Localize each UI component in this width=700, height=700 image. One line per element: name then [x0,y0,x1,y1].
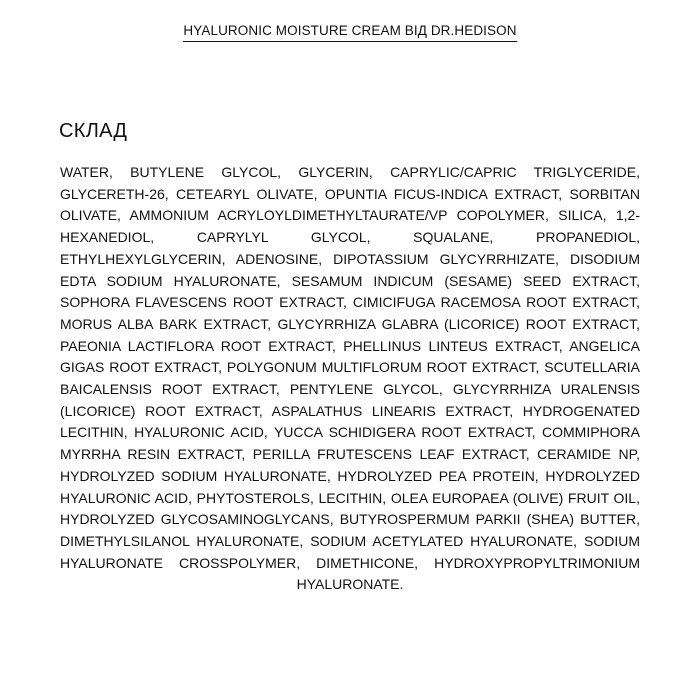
ingredients-list-text: WATER, BUTYLENE GLYCOL, GLYCERIN, CAPRYLIC/CAPRIC TRIGLYCERIDE, GLYCERETH-26, CETEARYL OLIVATE, OPUNTIA FICUS-INDICA EXTRACT, SORBITAN OLIVATE, AMMONIUM ACRYLOYLDIMETHYLTAURATE/VP COPOLYMER, SILICA, 1,2-HEXANEDIOL, CAPRYLYL GLYCOL, SQUALANE, PROPANEDIOL, ETHYLHEXYLGLYCERIN, ADENOSINE, DIPOTASSIUM GLYCYRRHIZATE, DISODIUM EDTA SODIUM HYALURONATE, SESAMUM INDICUM (SESAME) SEED EXTRACT, SOPHORA FLAVESCENS ROOT EXTRACT, CIMICIFUGA RACEMOSA ROOT EXTRACT, MORUS ALBA BARK EXTRACT, GLYCYRRHIZA GLABRA (LICORICE) ROOT EXTRACT, PAEONIA LACTIFLORA ROOT EXTRACT, PHELLINUS LINTEUS EXTRACT, ANGELICA GIGAS ROOT EXTRACT, POLYGONUM MULTIFLORUM ROOT EXTRACT, SCUTELLARIA BAICALENSIS ROOT EXTRACT, PENTYLENE GLYCOL, GLYCYRRHIZA URALENSIS (LICORICE) ROOT EXTRACT, ASPALATHUS LINEARIS EXTRACT, HYDROGENATED LECITHIN, HYALURONIC ACID, YUCCA SCHIDIGERA ROOT EXTRACT, COMMIPHORA MYRRHA RESIN EXTRACT, PERILLA FRUTESCENS LEAF EXTRACT, CERAMIDE NP, HYDROLYZED SODIUM HYALURONATE, HYDROLYZED PEA PROTEIN, HYDROLYZED HYALURONIC ACID, PHYTOSTEROLS, LECITHIN, OLEA EUROPAEA (OLIVE) FRUIT OIL, HYDROLYZED GLYCOSAMINOGLYCANS, BUTYROSPERMUM PARKII (SHEA) BUTTER, DIMETHYLSILANOL HYALURONATE, SODIUM ACETYLATED HYALURONATE, SODIUM HYALURONATE CROSSPOLYMER, DIMETHICONE, HYDROXYPROPYLTRIMONIUM HYALURONATE. [60,164,640,593]
composition-heading: СКЛАД [59,120,128,142]
product-title: HYALURONIC MOISTURE CREAM ВІД DR.HEDISON [183,23,516,42]
product-header [0,22,700,42]
